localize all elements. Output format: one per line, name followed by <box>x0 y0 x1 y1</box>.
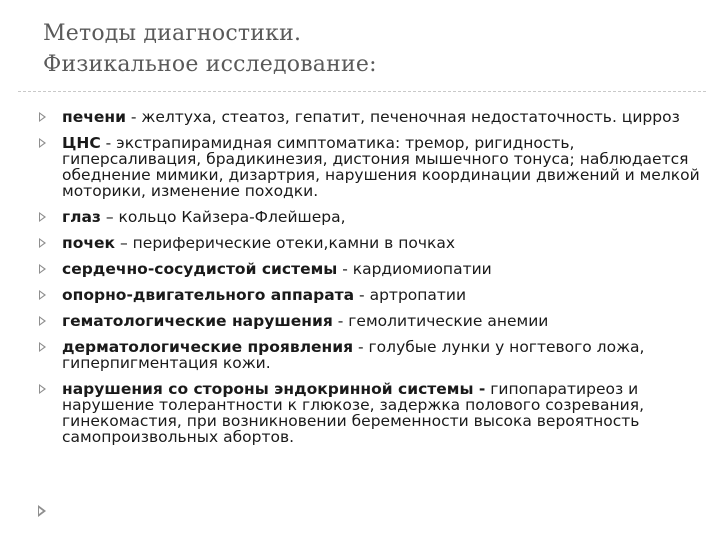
bullet-item-eyes <box>38 209 708 225</box>
bullet-term: дерматологические проявления <box>62 338 354 356</box>
bullet-text: - артропатии <box>354 286 467 304</box>
triangle-arrow-icon <box>39 316 46 326</box>
bullet-item-musculoskeletal <box>38 287 708 303</box>
bullet-term: нарушения со стороны эндокринной системы - <box>62 380 486 398</box>
triangle-arrow-icon <box>39 264 46 274</box>
bullet-text: гипопаратиреоз и нарушение толерантности к глюкозе, задержка полового созревания, гинекомастия, при возникновении беременности высока вероятность самопроизвольных абортов. <box>62 380 644 446</box>
bullet-item-liver <box>38 109 708 125</box>
bullet-item-dermatologic <box>38 339 708 371</box>
triangle-arrow-icon <box>39 342 46 352</box>
bullet-term: опорно-двигательного аппарата <box>62 286 355 304</box>
bullet-text: - кардиомиопатии <box>337 260 492 278</box>
triangle-arrow-icon <box>39 290 46 300</box>
slide-title <box>43 18 683 80</box>
bullet-term: гематологические нарушения <box>62 312 333 330</box>
slide-title-line-2: Физикальное исследование: <box>43 52 377 77</box>
bullet-term: сердечно-сосудистой системы <box>62 260 338 278</box>
bullet-text: – кольцо Кайзера-Флейшера, <box>100 208 346 226</box>
bullet-term: печени <box>62 108 126 126</box>
slide-title-line-1: Методы диагностики. <box>43 21 302 46</box>
bullet-term: почек <box>62 234 116 252</box>
bullet-item-cardiovascular <box>38 261 708 277</box>
empty-bullet-arrow-icon <box>38 505 46 517</box>
bullet-item-cns <box>38 135 708 199</box>
bullet-item-endocrine <box>38 381 708 445</box>
bullet-text: - желтуха, стеатоз, гепатит, печеночная недостаточность. цирроз <box>125 108 680 126</box>
bullet-term: ЦНС <box>62 134 101 152</box>
bullet-text: - голубые лунки у ногтевого ложа, гиперпигментация кожи. <box>62 338 645 372</box>
triangle-arrow-icon <box>39 384 46 394</box>
bullet-term: глаз <box>62 208 101 226</box>
bullet-text: - экстрапирамидная симптоматика: тремор, ригидность, гиперсаливация, брадикинезия, дистония мышечного тонуса; наблюдается обеднение мимики, дизартрия, нарушения координации движений и мелкой моторики, изменение походки. <box>62 134 700 200</box>
bullet-text: – периферические отеки,камни в почках <box>115 234 456 252</box>
triangle-arrow-icon <box>39 112 46 122</box>
title-divider <box>18 91 706 92</box>
bullet-item-kidneys <box>38 235 708 251</box>
triangle-arrow-icon <box>39 138 46 148</box>
triangle-arrow-icon <box>39 238 46 248</box>
bullet-text: - гемолитические анемии <box>332 312 549 330</box>
triangle-arrow-icon <box>39 212 46 222</box>
bullet-list <box>38 109 708 455</box>
bullet-item-hematologic <box>38 313 708 329</box>
